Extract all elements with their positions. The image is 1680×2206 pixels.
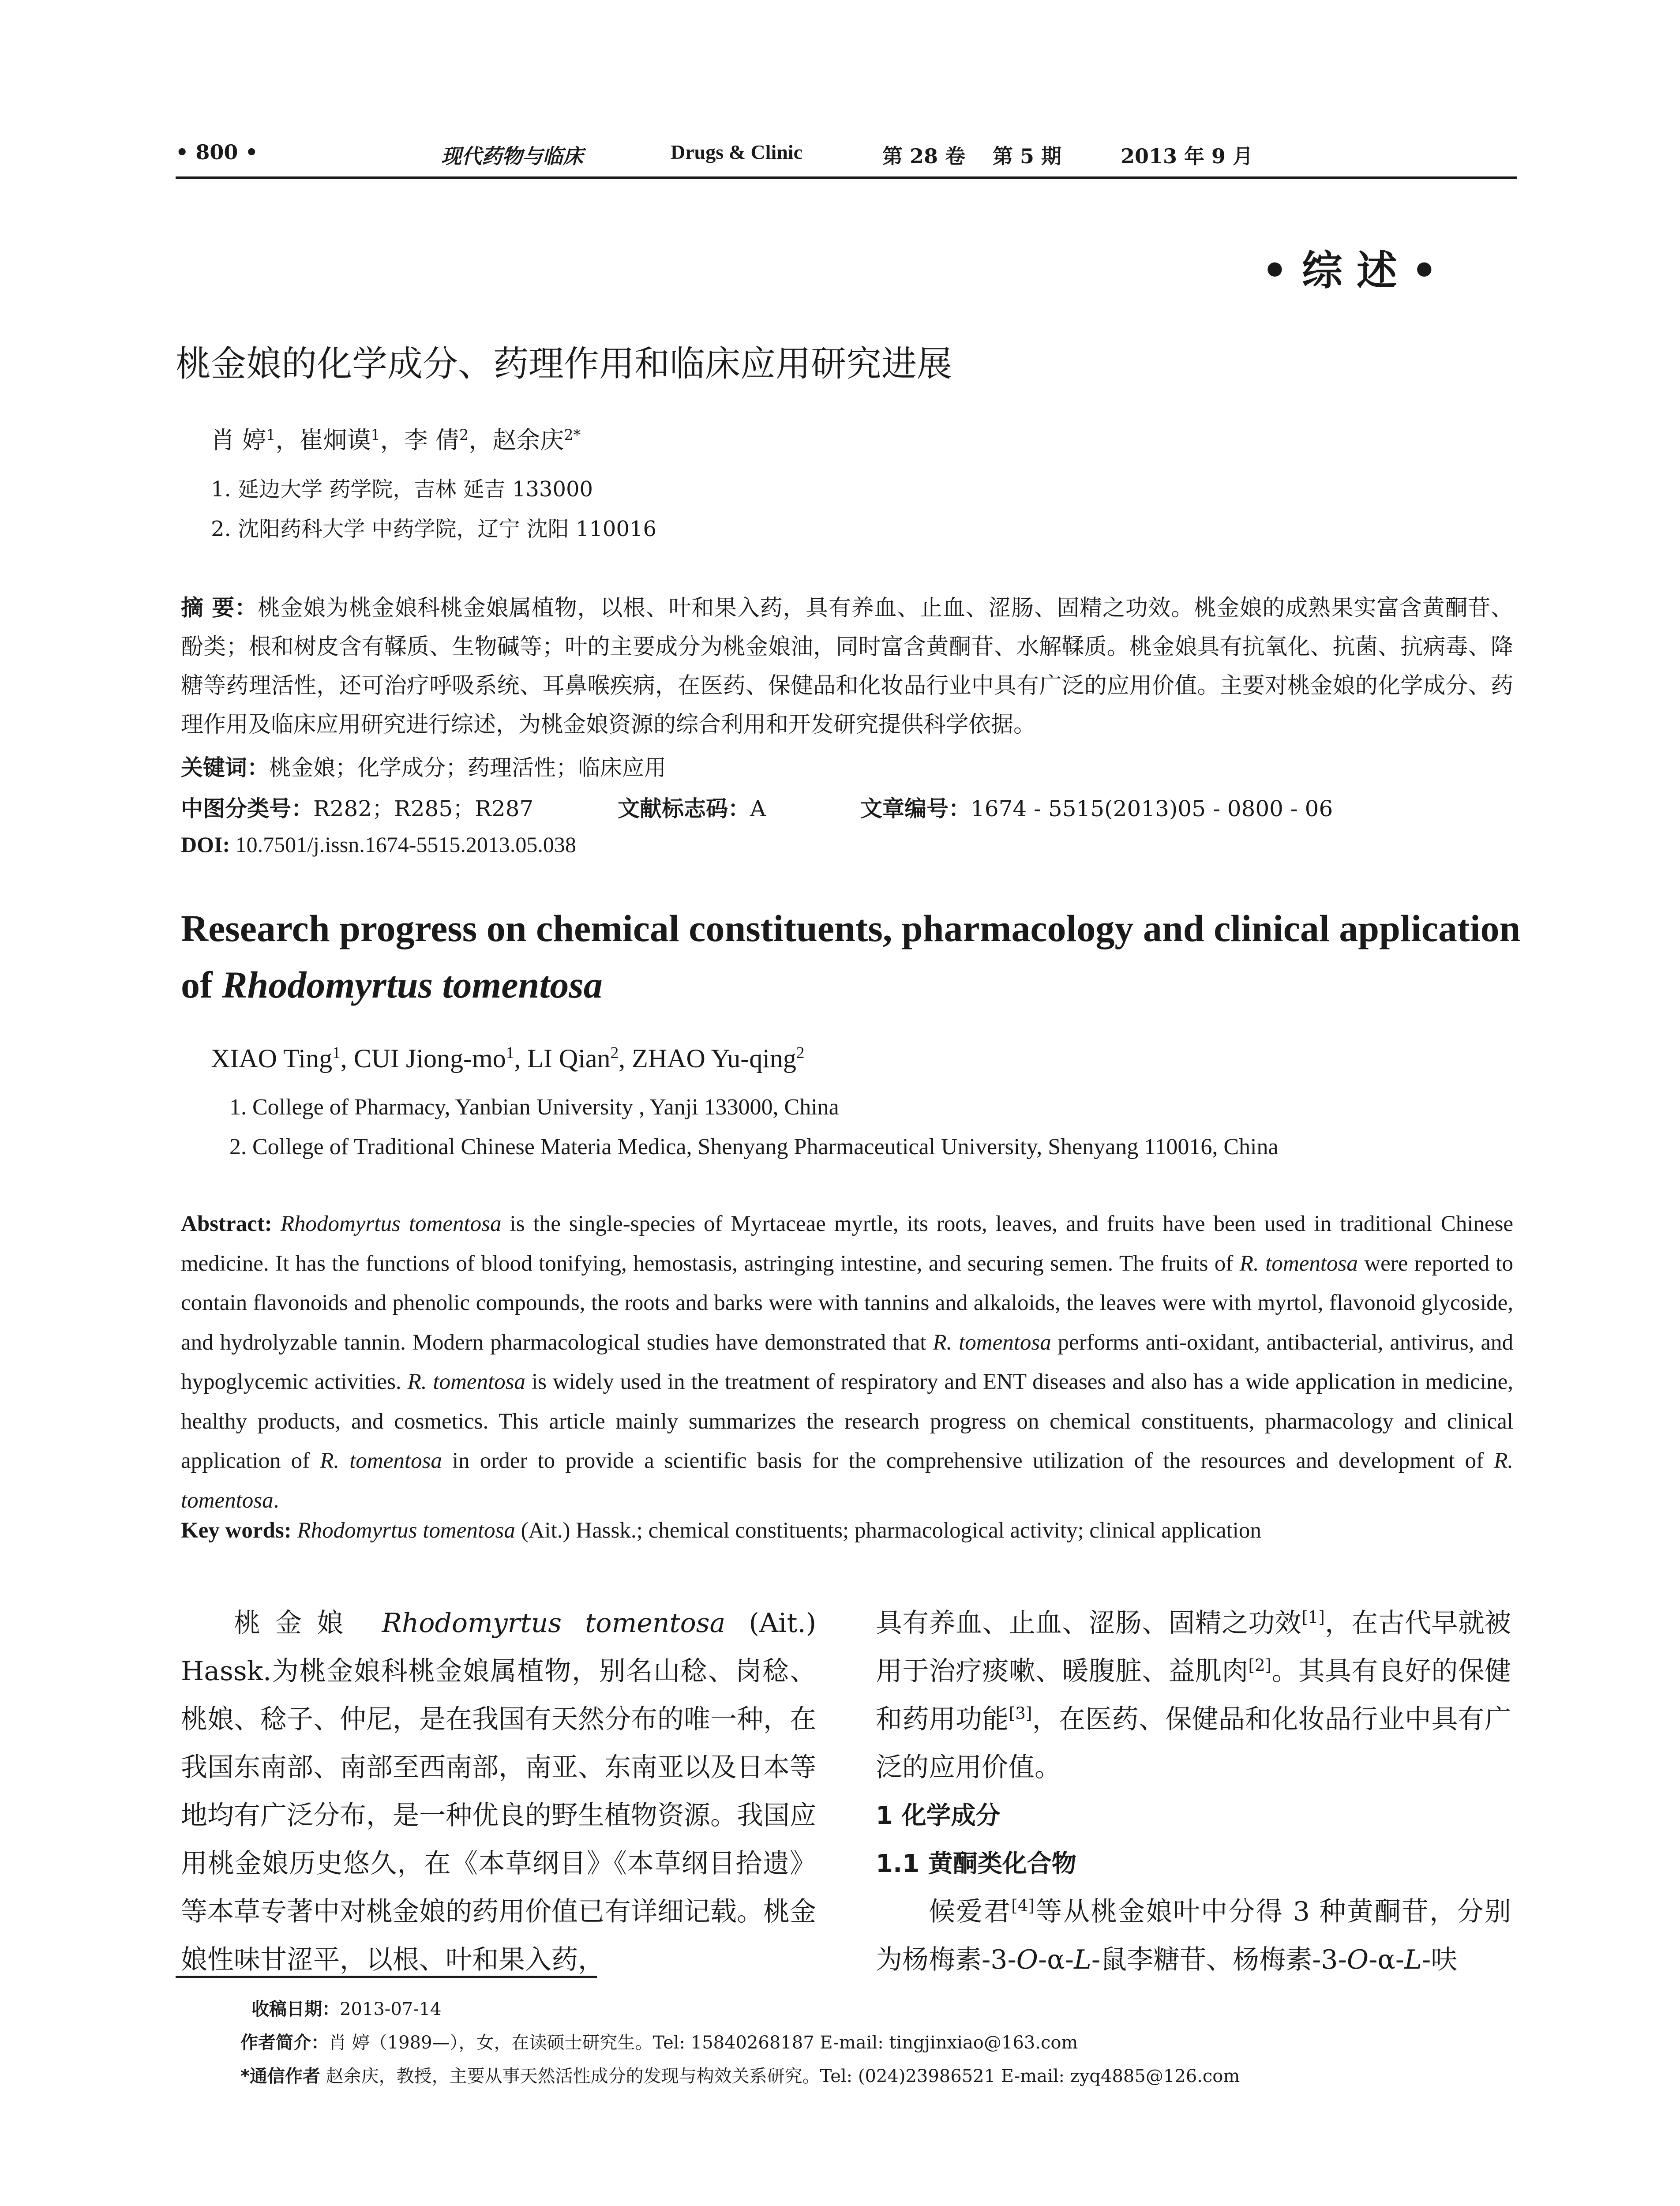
- authors-en: XIAO Ting$^1$, CUI Jiong-$mo^1$, LI Qian$^2$, ZHAO Yu-qing$^2$: [211, 1044, 805, 1073]
- doi-link[interactable]: 10.7501/j.issn.1674-5515.2013.05.038: [235, 832, 576, 857]
- author-zh-4: 赵余庆: [492, 426, 564, 454]
- citation-link[interactable]: [4]: [1011, 1896, 1035, 1915]
- journal-volume: 第 28 卷: [882, 144, 966, 168]
- page-number: • 800 •: [176, 140, 258, 164]
- doi: DOI: 10.7501/j.issn.1674-5515.2013.05.038: [181, 832, 576, 857]
- body-left-column: [181, 1599, 816, 1984]
- footnote-received: 收稿日期：2013-07-14: [251, 1999, 442, 2019]
- title-zh: 桃金娘的化学成分、药理作用和临床应用研究进展: [176, 343, 952, 384]
- footnote-rule: [176, 1976, 597, 1978]
- header-rule: [176, 176, 1517, 179]
- affiliation-zh-2: 2. 沈阳药科大学 中药学院，辽宁 沈阳 110016: [211, 517, 657, 541]
- authors-zh: 肖 婷$^1$，崔炯谟$^1$，李 倩$^2$，赵余庆$^{2*}$: [211, 426, 581, 454]
- body-paragraph: 候爱君[4]等从桃金娘叶中分得 3 种黄酮苷，分别为杨梅素-3-O-α-L-鼠李糖苷、杨梅素-3-O-α-L-呋: [876, 1896, 1511, 1975]
- affiliation-zh-1: 1. 延边大学 药学院，吉林 延吉 133000: [211, 477, 593, 502]
- journal-name-cn: 现代药物与临床: [441, 144, 583, 168]
- journal-issue: 第 5 期: [993, 144, 1062, 168]
- keywords-zh: 关键词：桃金娘；化学成分；药理活性；临床应用: [181, 755, 666, 780]
- article-number: 文章编号：1674 - 5515(2013)05 - 0800 - 06: [860, 796, 1333, 822]
- document-code: 文献标志码：A: [618, 796, 766, 822]
- abstract-en: Abstract: Rhodomyrtus tomentosa is the single-species of Myrtaceae myrtle, its roots, leaves, and fruits have been used in traditional Chinese medicine. It has the functions of blood tonifying, hemostasis, astringing intestine, and securing semen. The fruits of R. tomentosa were reported to contain flavonoids and phenolic compounds, the roots and barks were with tannins and alkaloids, the leaves were with myrtol, flavonoid glycoside, and hydrolyzable tannin. Modern pharmacological studies have demonstrated that R. tomentosa performs anti-oxidant, antibacterial, antivirus, and hypoglycemic activities. R. tomentosa is widely used in the treatment of respiratory and ENT diseases and also has a wide application in medicine, healthy products, and cosmetics. This article mainly summarizes the research progress on chemical constituents, pharmacology and clinical application of R. tomentosa in order to provide a scientific basis for the comprehensive utilization of the resources and development of R. tomentosa.: [181, 1212, 1514, 1513]
- author-zh-3: 李 倩: [404, 426, 459, 454]
- affiliation-en-2: 2. College of Traditional Chinese Materia Medica, Shenyang Pharmaceutical University, Shenyang 110016, China: [229, 1134, 1279, 1159]
- affiliation-en-1: 1. College of Pharmacy, Yanbian University , Yanji 133000, China: [229, 1095, 839, 1120]
- body-paragraph: 具有养血、止血、涩肠、固精之功效[1]，在古代早就被用于治疗痰嗽、暖腹脏、益肌肉[2]。其具有良好的保健和药用功能[3]，在医药、保健品和化妆品行业中具有广泛的应用价值。: [876, 1607, 1511, 1783]
- clc-number: 中图分类号：R282；R285；R287: [181, 796, 534, 822]
- citation-link[interactable]: [1]: [1301, 1607, 1325, 1627]
- journal-date: 2013 年 9 月: [1121, 144, 1253, 168]
- citation-link[interactable]: [2]: [1248, 1655, 1272, 1675]
- abstract-zh: [181, 589, 1513, 744]
- citation-link[interactable]: [3]: [1009, 1703, 1032, 1723]
- section-heading-1: 1 化学成分: [876, 1801, 1001, 1830]
- section-heading-1-1: 1.1 黄酮类化合物: [876, 1850, 1076, 1878]
- section-tag: • 综 述 •: [1262, 247, 1437, 294]
- body-paragraph: 桃金娘 Rhodomyrtus tomentosa (Ait.) Hassk.为桃金娘科桃金娘属植物，别名山稔、岗稔、桃娘、稔子、仲尼，是在我国有天然分布的唯一种，在我国东南部、南部至西南部，南亚、东南亚以及日本等地均有广泛分布，是一种优良的野生植物资源。我国应用桃金娘历史悠久，在《本草纲目》《本草纲目拾遗》等本草专著中对桃金娘的药用价值已有详细记载。桃金娘性味甘涩平，以根、叶和果入药，: [181, 1608, 817, 1975]
- title-en: Research progress on chemical constituents, pharmacology and clinical application of Rhodomyrtus tomentosa: [181, 907, 1521, 1006]
- body-right-column: [876, 1599, 1511, 1984]
- author-zh-1: 肖 婷: [211, 426, 266, 454]
- footnote-author: 作者简介：肖 婷（1989—），女，在读硕士研究生。Tel: 15840268187 E-mail: tingjinxiao@163.com: [240, 2033, 1078, 2053]
- keywords-en: Key words: Rhodomyrtus tomentosa (Ait.) Hassk.; chemical constituents; pharmacological activity; clinical application: [181, 1518, 1261, 1543]
- footnote-corresponding: *通信作者 赵余庆，教授，主要从事天然活性成分的发现与构效关系研究。Tel: (024)23986521 E-mail: zyq4885@126.com: [240, 2066, 1240, 2086]
- abstract-zh-text: 桃金娘为桃金娘科桃金娘属植物，以根、叶和果入药，具有养血、止血、涩肠、固精之功效。桃金娘的成熟果实富含黄酮苷、酚类；根和树皮含有鞣质、生物碱等；叶的主要成分为桃金娘油，同时富含黄酮苷、水解鞣质。桃金娘具有抗氧化、抗菌、抗病毒、降糖等药理活性，还可治疗呼吸系统、耳鼻喉疾病，在医药、保健品和化妆品行业中具有广泛的应用价值。主要对桃金娘的化学成分、药理作用及临床应用研究进行综述，为桃金娘资源的综合利用和开发研究提供科学依据。: [181, 595, 1513, 738]
- author-zh-2: 崔炯谟: [299, 426, 371, 454]
- abstract-zh-label: 摘 要：: [181, 595, 258, 621]
- journal-name-en: Drugs & Clinic: [671, 141, 802, 163]
